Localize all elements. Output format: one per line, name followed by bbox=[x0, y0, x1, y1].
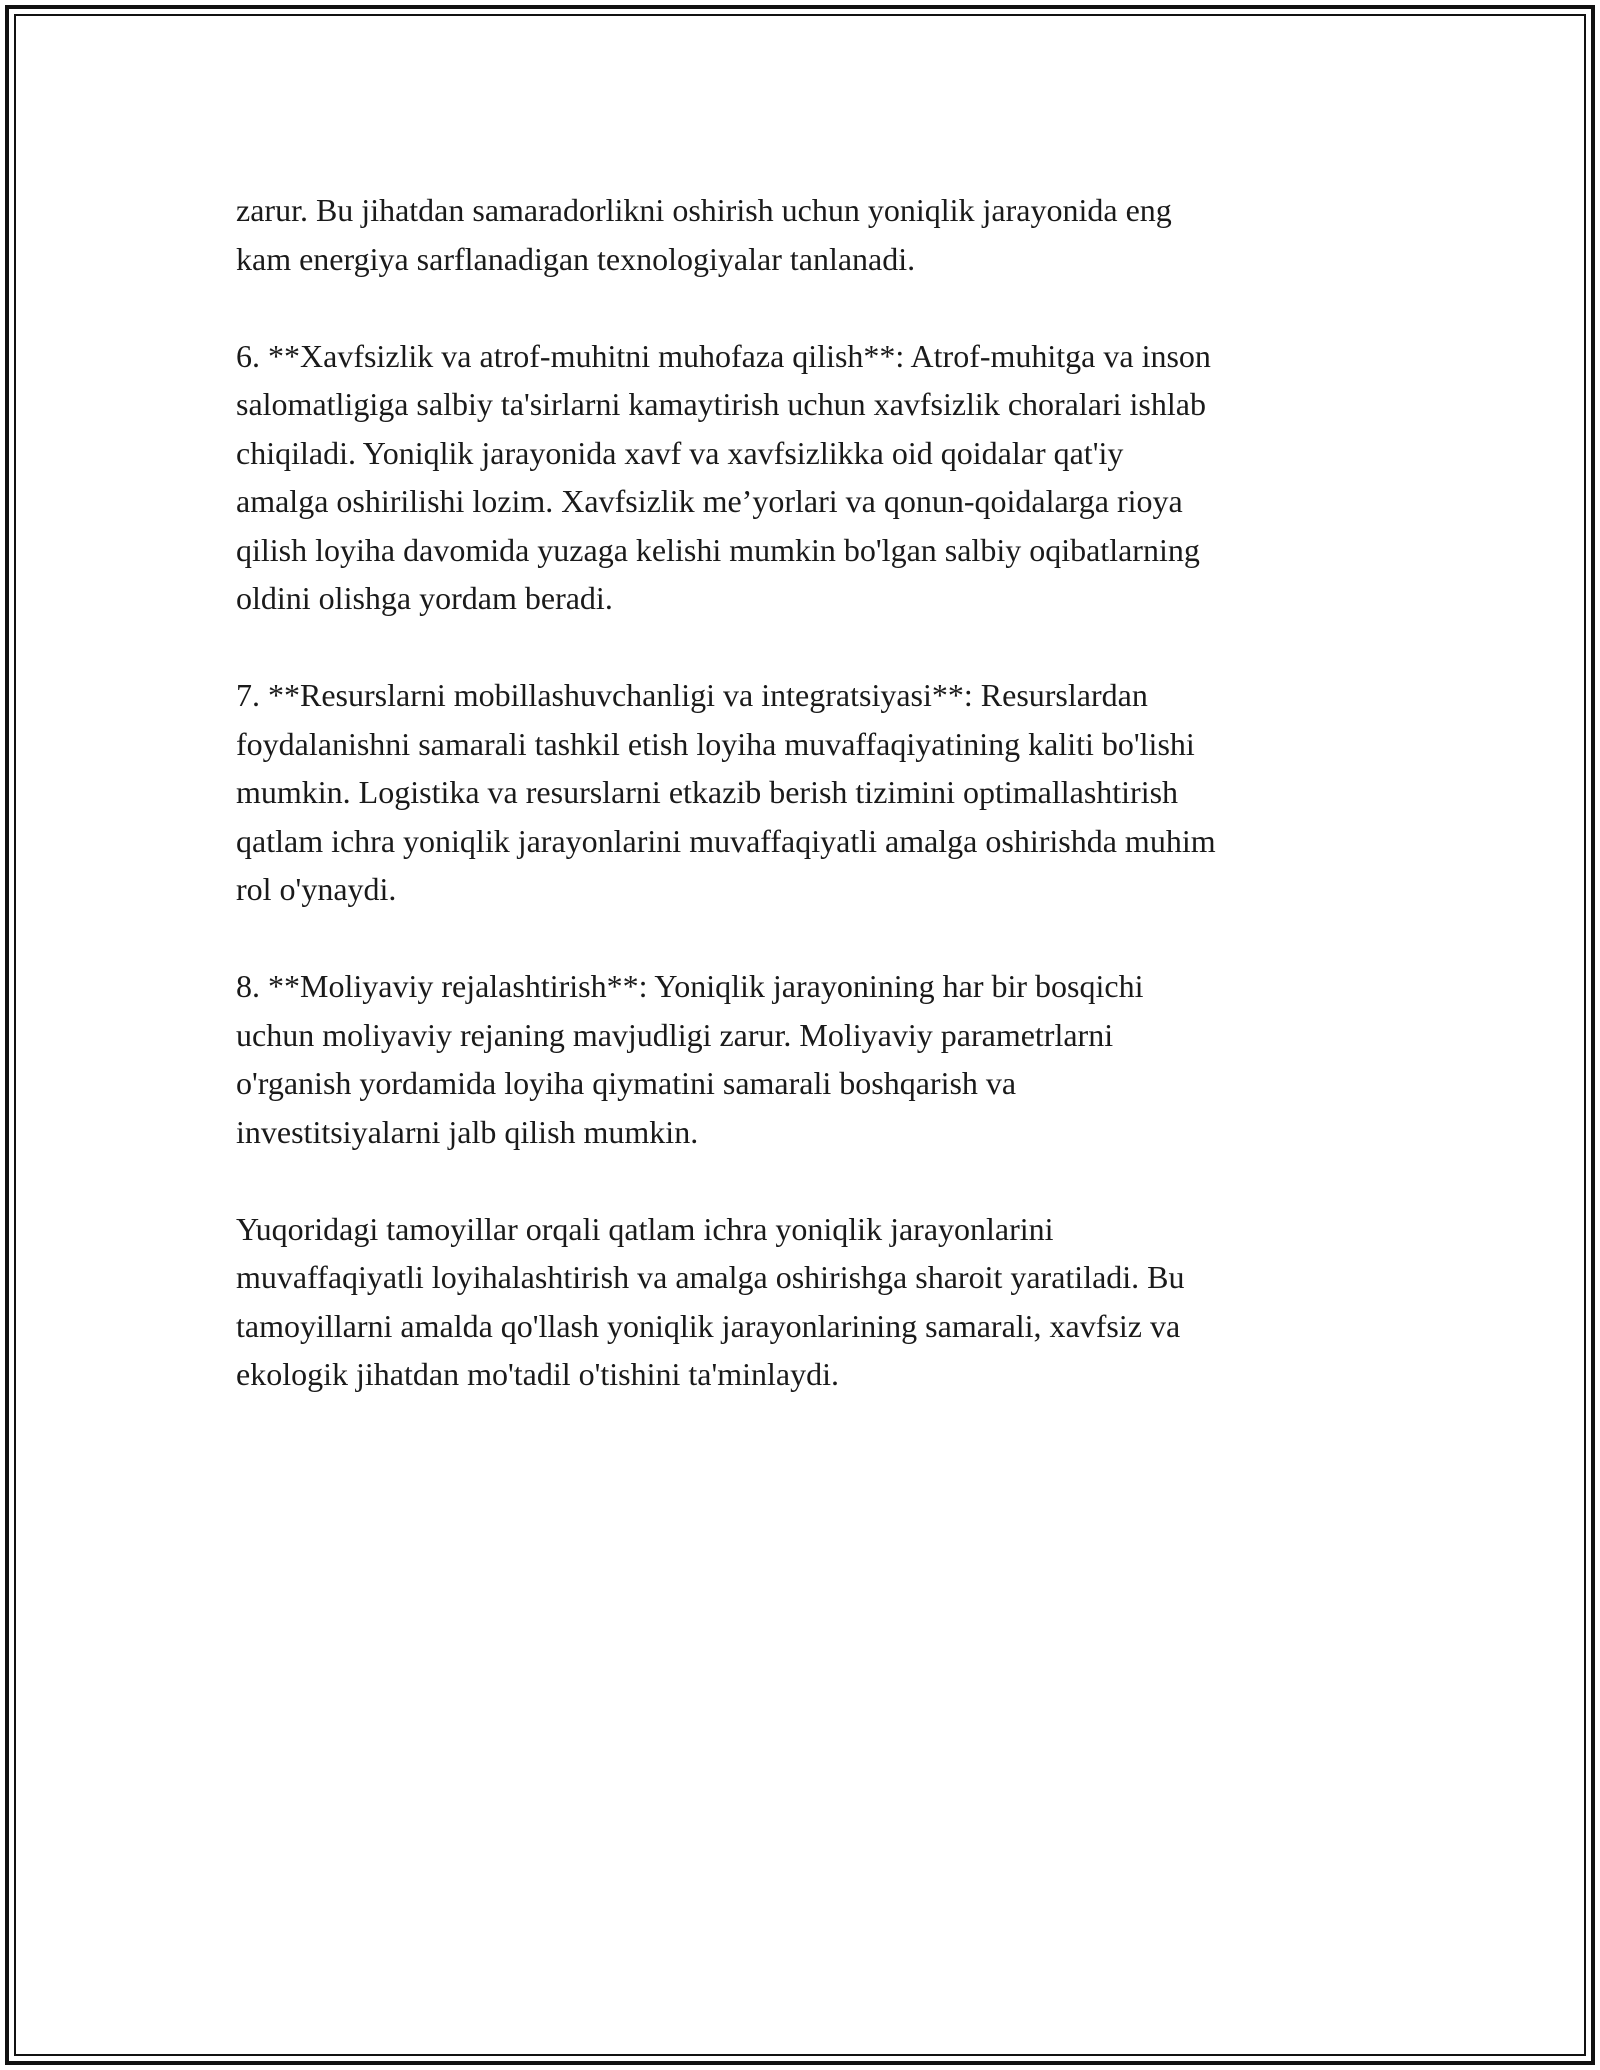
document-body bbox=[236, 186, 1386, 1447]
text-line: oldini olishga yordam beradi. bbox=[236, 580, 613, 616]
text-line: uchun moliyaviy rejaning mavjudligi zarur. Moliyaviy parametrlarni bbox=[236, 1016, 1114, 1053]
text-line: kam energiya sarflanadigan texnologiyalar tanlanadi. bbox=[236, 240, 916, 277]
text-line: salomatligiga salbiy ta'sirlarni kamaytirish uchun xavfsizlik choralari ishlab bbox=[236, 386, 1206, 422]
text-line: investitsiyalarni jalb qilish mumkin. bbox=[236, 1113, 699, 1150]
text-line: 7. **Resurslarni mobillashuvchanligi va integratsiyasi**: Resurslardan bbox=[236, 677, 1148, 713]
text-line: mumkin. Logistika va resurslarni etkazib berish tizimini optimallashtirish bbox=[236, 774, 1179, 810]
text-line: amalga oshirilishi lozim. Xavfsizlik me’yorlari va qonun-qoidalarga rioya bbox=[236, 483, 1183, 519]
text-line: tamoyillarni amalda qo'llash yoniqlik jarayonlarining samarali, xavfsiz va bbox=[236, 1307, 1181, 1344]
paragraph-item-7-resources bbox=[236, 671, 1386, 914]
text-line: zarur. Bu jihatdan samaradorlikni oshirish uchun yoniqlik jarayonida eng bbox=[236, 192, 1172, 228]
text-line: 8. **Moliyaviy rejalashtirish**: Yoniqlik jarayonining har bir bosqichi bbox=[236, 968, 1144, 1004]
text-line: chiqiladi. Yoniqlik jarayonida xavf va xavfsizlikka oid qoidalar qat'iy bbox=[236, 434, 1124, 471]
paragraph-item-6-safety bbox=[236, 332, 1386, 623]
text-line: muvaffaqiyatli loyihalashtirish va amalga oshirishga sharoit yaratiladi. Bu bbox=[236, 1259, 1185, 1295]
text-line: 6. **Xavfsizlik va atrof-muhitni muhofaza qilish**: Atrof-muhitga va inson bbox=[236, 337, 1211, 374]
text-line: qilish loyiha davomida yuzaga kelishi mumkin bo'lgan salbiy oqibatlarning bbox=[236, 531, 1200, 568]
paragraph-energy-continuation bbox=[236, 186, 1386, 283]
text-line: rol o'ynaydi. bbox=[236, 871, 397, 907]
text-line: Yuqoridagi tamoyillar orqali qatlam ichra yoniqlik jarayonlarini bbox=[236, 1210, 1054, 1247]
text-line: qatlam ichra yoniqlik jarayonlarini muvaffaqiyatli amalga oshirishda muhim bbox=[236, 822, 1216, 859]
text-line: ekologik jihatdan mo'tadil o'tishini ta'minlaydi. bbox=[236, 1356, 839, 1392]
paragraph-item-8-finance bbox=[236, 962, 1386, 1156]
text-line: o'rganish yordamida loyiha qiymatini samarali boshqarish va bbox=[236, 1065, 1017, 1101]
text-line: foydalanishni samarali tashkil etish loyiha muvaffaqiyatining kaliti bo'lishi bbox=[236, 725, 1195, 762]
paragraph-conclusion bbox=[236, 1205, 1386, 1399]
